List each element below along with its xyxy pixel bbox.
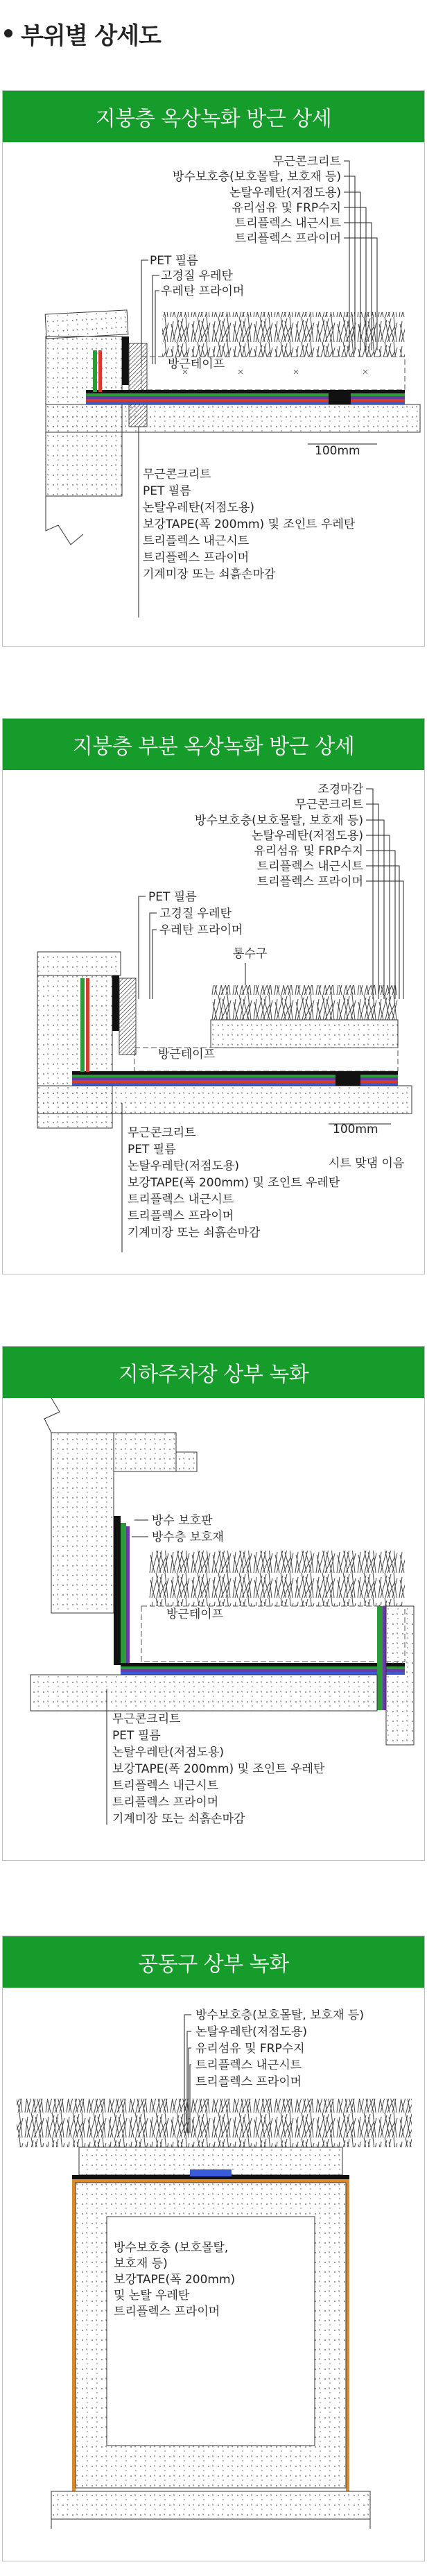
svg-text:트리플렉스 프라이머: 트리플렉스 프라이머 (256, 875, 363, 889)
label-root-tape: 방근테이프 (158, 1048, 216, 1061)
svg-text:방수보호층(보호몰탈, 보호재 등): 방수보호층(보호몰탈, 보호재 등) (195, 814, 363, 828)
svg-text:보강TAPE(폭 200mm) 및 조인트 우레탄: 보강TAPE(폭 200mm) 및 조인트 우레탄 (112, 1762, 325, 1776)
label-urethane: 논탈우레탄(저점도용) (229, 186, 341, 200)
svg-text:우레탄 프라이머: 우레탄 프라이머 (159, 923, 243, 937)
panel-header: 지하주차장 상부 녹화 (3, 1347, 424, 1398)
svg-text:및 논탈 우레탄: 및 논탈 우레탄 (114, 2289, 190, 2303)
label-frp: 유리섬유 및 FRP수지 (232, 201, 341, 215)
svg-text:방수보호층(보호몰탈, 보호재 등): 방수보호층(보호몰탈, 보호재 등) (195, 2008, 364, 2022)
label-protection-board: 방수 보호판 (152, 1514, 213, 1528)
svg-text:방수보호층 (보호몰탈,: 방수보호층 (보호몰탈, (114, 2241, 229, 2255)
svg-text:논탈우레탄(저점도용): 논탈우레탄(저점도용) (143, 501, 255, 515)
svg-text:보강TAPE(폭 200mm) 및 조인트 우레탄: 보강TAPE(폭 200mm) 및 조인트 우레탄 (128, 1176, 340, 1190)
label-protection-layer: 방수보호층(보호몰탈, 보호재 등) (173, 170, 341, 184)
svg-text:무근콘크리트: 무근콘크리트 (112, 1712, 181, 1726)
panel-header: 지붕층 옥상녹화 방근 상세 (3, 91, 424, 142)
svg-text:트리플렉스 내근시트: 트리플렉스 내근시트 (128, 1193, 234, 1206)
svg-text:트리플렉스 프라이머: 트리플렉스 프라이머 (114, 2305, 220, 2319)
utility-tunnel-section-drawing (3, 1988, 423, 2559)
label-protection-material: 방수층 보호재 (152, 1530, 224, 1544)
page-title-text: 부위별 상세도 (21, 22, 161, 50)
svg-text:PET 필름: PET 필름 (128, 1143, 176, 1157)
svg-text:기계미장 또는 쇠흙손마감: 기계미장 또는 쇠흙손마감 (143, 568, 276, 581)
svg-text:조경마감: 조경마감 (317, 783, 363, 796)
svg-text:고경질 우레탄: 고경질 우레탄 (159, 907, 232, 921)
svg-text:트리플렉스 프라이머: 트리플렉스 프라이머 (195, 2075, 302, 2089)
bullet-icon (4, 29, 12, 37)
svg-text:논탈우레탄(저점도용): 논탈우레탄(저점도용) (251, 829, 363, 843)
label-dimension: 100mm (333, 1123, 378, 1136)
svg-text:보강TAPE(폭 200mm) 및 조인트 우레탄: 보강TAPE(폭 200mm) 및 조인트 우레탄 (143, 518, 356, 531)
svg-text:보호재 등): 보호재 등) (114, 2257, 168, 2271)
svg-text:보강TAPE(폭 200mm): 보강TAPE(폭 200mm) (114, 2273, 236, 2287)
partial-roof-garden-section-drawing (3, 770, 423, 1272)
svg-text:트리플렉스 내근시트: 트리플렉스 내근시트 (112, 1779, 219, 1793)
layer-labels-top (195, 783, 403, 999)
svg-text:유리섬유 및 FRP수지: 유리섬유 및 FRP수지 (195, 2042, 305, 2056)
svg-text:트리플렉스 내근시트: 트리플렉스 내근시트 (143, 534, 250, 548)
label-root-tape: 방근테이프 (166, 1607, 224, 1621)
detail-panel-roof-garden (2, 90, 425, 647)
svg-text:트리플렉스 프라이머: 트리플렉스 프라이머 (143, 551, 250, 565)
svg-text:무근콘크리트: 무근콘크리트 (143, 468, 211, 481)
page-title (4, 19, 161, 50)
svg-text:우레탄 프라이머: 우레탄 프라이머 (161, 284, 245, 298)
roof-garden-section-drawing (3, 142, 423, 645)
svg-text:기계미장 또는 쇠흙손마감: 기계미장 또는 쇠흙손마감 (112, 1812, 245, 1826)
label-primer: 트리플렉스 프라이머 (234, 232, 341, 246)
svg-text:PET 필름: PET 필름 (112, 1729, 161, 1743)
label-dimension: 100mm (315, 444, 360, 458)
label-root-sheet: 트리플렉스 내근시트 (234, 216, 341, 230)
panel-header: 지붕층 부분 옥상녹화 방근 상세 (3, 719, 424, 770)
svg-text:유리섬유 및 FRP수지: 유리섬유 및 FRP수지 (254, 844, 363, 858)
detail-panel-partial-roof-garden (2, 718, 425, 1274)
svg-text:기계미장 또는 쇠흙손마감: 기계미장 또는 쇠흙손마감 (128, 1226, 261, 1240)
svg-text:트리플렉스 프라이머: 트리플렉스 프라이머 (112, 1795, 219, 1809)
detail-panel-utility-tunnel (2, 1936, 425, 2561)
svg-text:트리플렉스 프라이머: 트리플렉스 프라이머 (128, 1209, 234, 1223)
svg-text:무근콘크리트: 무근콘크리트 (128, 1126, 196, 1140)
svg-text:PET 필름: PET 필름 (150, 254, 198, 268)
layer-labels-inside (107, 2230, 235, 2319)
layer-labels-bottom (122, 1103, 340, 1252)
svg-text:고경질 우레탄: 고경질 우레탄 (161, 269, 233, 283)
svg-text:논탈우레탄(저점도용): 논탈우레탄(저점도용) (128, 1159, 240, 1173)
panel-header: 공동구 상부 녹화 (3, 1936, 424, 1988)
svg-text:트리플렉스 내근시트: 트리플렉스 내근시트 (256, 860, 363, 873)
underground-parking-section-drawing (3, 1398, 423, 1859)
svg-text:무근콘크리트: 무근콘크리트 (295, 798, 363, 812)
label-sheet-joint: 시트 맞댐 이음 (329, 1157, 405, 1170)
label-drain: 통수구 (233, 947, 268, 961)
label-root-tape: 방근테이프 (168, 357, 225, 371)
svg-text:트리플렉스 내근시트: 트리플렉스 내근시트 (195, 2058, 302, 2072)
label-concrete: 무근콘크리트 (272, 155, 341, 169)
layer-labels-left (139, 890, 243, 999)
detail-panel-underground-parking (2, 1346, 425, 1861)
svg-text:논탈우레탄(저점도용): 논탈우레탄(저점도용) (195, 2025, 308, 2039)
svg-text:논탈우레탄(저점도용): 논탈우레탄(저점도용) (112, 1746, 225, 1759)
svg-text:PET 필름: PET 필름 (143, 484, 191, 498)
svg-text:PET 필름: PET 필름 (148, 890, 197, 904)
